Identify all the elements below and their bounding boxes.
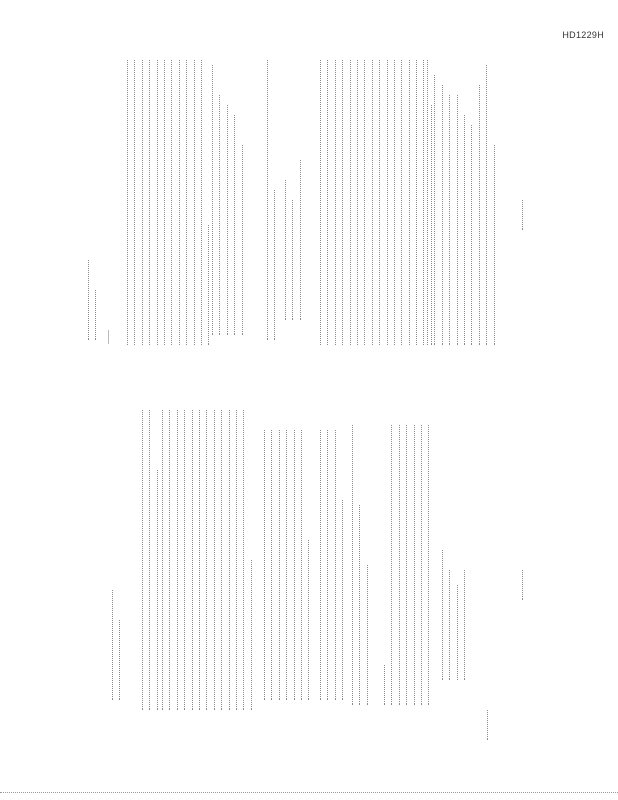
- right-page-number: [520, 150, 527, 230]
- left-list-block: [440, 480, 470, 680]
- left-paragraph-4: [318, 410, 348, 700]
- right-list-block-2: [283, 30, 305, 320]
- right-paragraph-1: [125, 55, 214, 345]
- right-paragraph-3: [318, 55, 436, 345]
- left-page-header: [110, 580, 125, 700]
- document-id: HD1229H: [562, 30, 604, 40]
- left-paragraph-2: [160, 410, 256, 710]
- right-page-header: [86, 220, 101, 340]
- fold-mark: [108, 330, 109, 344]
- right-paragraph-2: [265, 50, 280, 340]
- left-paragraph-5: [350, 415, 372, 705]
- left-page-number: [520, 520, 527, 600]
- left-paragraph-1: [140, 410, 162, 710]
- right-list-block-1: [210, 45, 247, 335]
- left-paragraph-6: [382, 415, 434, 705]
- right-footnotes: [425, 55, 499, 345]
- scan-bottom-edge: [0, 791, 618, 793]
- left-footer: [485, 600, 492, 740]
- left-paragraph-3: [262, 410, 314, 700]
